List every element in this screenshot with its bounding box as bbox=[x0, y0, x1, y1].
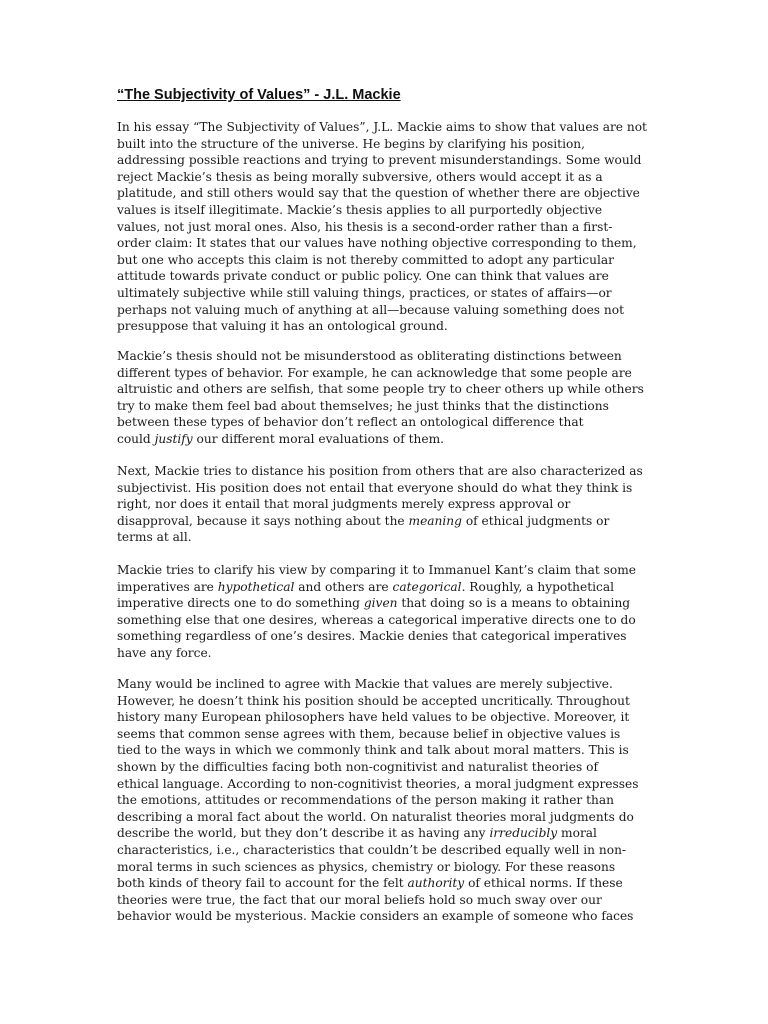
text-line bbox=[117, 480, 643, 497]
text-line bbox=[117, 579, 636, 596]
text-line bbox=[117, 119, 647, 136]
text-line bbox=[117, 431, 644, 448]
text-line bbox=[117, 792, 639, 809]
text-line bbox=[117, 645, 636, 662]
text-run: but one who accepts this claim is not thereby committed to adopt any particular bbox=[117, 252, 614, 267]
text-run: that doing so is a means to obtaining bbox=[397, 596, 631, 611]
text-run: altruistic and others are selfish, that some people try to cheer others up while others bbox=[117, 382, 644, 397]
text-run: platitude, and still others would say that the question of whether there are objective bbox=[117, 186, 640, 201]
text-line bbox=[117, 235, 647, 252]
text-line bbox=[117, 302, 647, 319]
text-line bbox=[117, 252, 647, 269]
text-run: our different moral evaluations of them. bbox=[192, 431, 445, 446]
text-run: could bbox=[117, 431, 155, 446]
text-run: of ethical norms. If these bbox=[464, 876, 623, 891]
text-line bbox=[117, 562, 636, 579]
text-run: try to make them feel bad about themselves; he just thinks that the distinctions bbox=[117, 398, 609, 413]
paragraph bbox=[117, 562, 636, 662]
italic-text: authority bbox=[407, 876, 465, 891]
text-run: disapproval, because it says nothing about the bbox=[117, 513, 409, 528]
text-run: and others are bbox=[294, 579, 393, 594]
text-run: addressing possible reactions and trying to prevent misunderstandings. Some would bbox=[117, 153, 642, 168]
text-line bbox=[117, 612, 636, 629]
text-line bbox=[117, 219, 647, 236]
text-run: However, he doesn’t think his position should be accepted uncritically. Throughout bbox=[117, 693, 630, 708]
text-line bbox=[117, 318, 647, 335]
text-line bbox=[117, 892, 639, 909]
text-line bbox=[117, 529, 643, 546]
text-line bbox=[117, 202, 647, 219]
text-run: ethical language. According to non-cognitivist theories, a moral judgment expresses bbox=[117, 776, 639, 791]
text-line bbox=[117, 776, 639, 793]
text-run: values, not just moral ones. Also, his thesis is a second-order rather than a first- bbox=[117, 219, 613, 234]
text-run: both kinds of theory fail to account for the felt bbox=[117, 876, 408, 891]
text-run: have any force. bbox=[117, 645, 212, 660]
text-line bbox=[117, 875, 639, 892]
text-line bbox=[117, 285, 647, 302]
text-line bbox=[117, 169, 647, 186]
text-line bbox=[117, 842, 639, 859]
text-line bbox=[117, 825, 639, 842]
text-line bbox=[117, 381, 644, 398]
italic-text: irreducibly bbox=[489, 826, 558, 841]
text-line bbox=[117, 152, 647, 169]
text-run: subjectivist. His position does not entail that everyone should do what they think is bbox=[117, 480, 633, 495]
text-run: something else that one desires, whereas a categorical imperative directs one to do bbox=[117, 612, 636, 627]
text-run: right, nor does it entail that moral judgments merely express approval or bbox=[117, 497, 571, 512]
text-run: Mackie’s thesis should not be misunderstood as obliterating distinctions between bbox=[117, 349, 622, 363]
text-run: In his essay “The Subjectivity of Values”, J.L. Mackie aims to show that values are not bbox=[117, 120, 647, 134]
text-line bbox=[117, 398, 644, 415]
text-line bbox=[117, 726, 639, 743]
text-line bbox=[117, 185, 647, 202]
text-run: shown by the difficulties facing both non-cognitivist and naturalist theories of bbox=[117, 759, 598, 774]
text-line bbox=[117, 414, 644, 431]
text-run: terms at all. bbox=[117, 530, 192, 545]
text-line bbox=[117, 268, 647, 285]
text-line bbox=[117, 742, 639, 759]
text-line bbox=[117, 365, 644, 382]
paragraph bbox=[117, 119, 647, 335]
text-line bbox=[117, 759, 639, 776]
paragraph bbox=[117, 676, 639, 925]
text-run: built into the structure of the universe. He begins by clarifying his position, bbox=[117, 136, 586, 151]
text-run: behavior would be mysterious. Mackie considers an example of someone who faces bbox=[117, 909, 634, 924]
text-run: different types of behavior. For example, he can acknowledge that some people are bbox=[117, 365, 632, 380]
paragraph bbox=[117, 463, 643, 546]
text-run: ultimately subjective while still valuing things, practices, or states of affairs—or bbox=[117, 285, 612, 300]
text-run: reject Mackie’s thesis as being morally subversive, others would accept it as a bbox=[117, 169, 603, 184]
text-line bbox=[117, 348, 644, 365]
text-run: values is itself illegitimate. Mackie’s thesis applies to all purportedly objective bbox=[117, 202, 603, 217]
text-run: imperative directs one to do something bbox=[117, 596, 364, 611]
text-run: of ethical judgments or bbox=[461, 513, 610, 528]
text-line bbox=[117, 136, 647, 153]
text-line bbox=[117, 513, 643, 530]
text-line bbox=[117, 693, 639, 710]
italic-text: meaning bbox=[408, 513, 462, 528]
text-run: between these types of behavior don’t reflect an ontological difference that bbox=[117, 415, 584, 430]
text-line bbox=[117, 859, 639, 876]
text-run: seems that common sense agrees with them, because belief in objective values is bbox=[117, 726, 621, 741]
text-run: perhaps not valuing much of anything at all—because valuing something does not bbox=[117, 302, 625, 317]
document-title: “The Subjectivity of Values” - J.L. Mackie bbox=[117, 87, 401, 103]
text-run: attitude towards private conduct or public policy. One can think that values are bbox=[117, 269, 609, 284]
text-line bbox=[117, 496, 643, 513]
text-run: moral bbox=[557, 826, 597, 841]
text-line bbox=[117, 595, 636, 612]
text-run: . Roughly, a hypothetical bbox=[461, 579, 614, 594]
text-run: history many European philosophers have held values to be objective. Moreover, it bbox=[117, 710, 630, 725]
text-run: order claim: It states that our values have nothing objective corresponding to them, bbox=[117, 236, 637, 251]
text-run: the emotions, attitudes or recommendations of the person making it rather than bbox=[117, 793, 614, 808]
paragraph bbox=[117, 348, 644, 448]
text-line bbox=[117, 676, 639, 693]
text-line bbox=[117, 809, 639, 826]
text-run: tied to the ways in which we commonly think and talk about moral matters. This is bbox=[117, 743, 629, 758]
text-run: Mackie tries to clarify his view by comparing it to Immanuel Kant’s claim that some bbox=[117, 563, 637, 577]
text-run: moral terms in such sciences as physics, chemistry or biology. For these reasons bbox=[117, 859, 616, 874]
text-line bbox=[117, 463, 643, 480]
text-run: presuppose that valuing it has an ontological ground. bbox=[117, 319, 448, 334]
text-run: describe the world, but they don’t describe it as having any bbox=[117, 826, 490, 841]
text-run: Next, Mackie tries to distance his position from others that are also characterized as bbox=[117, 464, 643, 478]
text-line bbox=[117, 709, 639, 726]
text-run: imperatives are bbox=[117, 579, 218, 594]
italic-text: categorical bbox=[392, 579, 462, 594]
text-line bbox=[117, 908, 639, 925]
text-line bbox=[117, 628, 636, 645]
italic-text: given bbox=[363, 596, 398, 611]
text-run: theories were true, the fact that our moral beliefs hold so much sway over our bbox=[117, 892, 602, 907]
text-run: describing a moral fact about the world. On naturalist theories moral judgments do bbox=[117, 809, 634, 824]
text-run: characteristics, i.e., characteristics that couldn’t be described equally well in non- bbox=[117, 842, 627, 857]
italic-text: hypothetical bbox=[217, 579, 295, 594]
italic-text: justify bbox=[154, 431, 193, 446]
text-run: something regardless of one’s desires. Mackie denies that categorical imperatives bbox=[117, 629, 627, 644]
text-run: Many would be inclined to agree with Mackie that values are merely subjective. bbox=[117, 677, 613, 691]
